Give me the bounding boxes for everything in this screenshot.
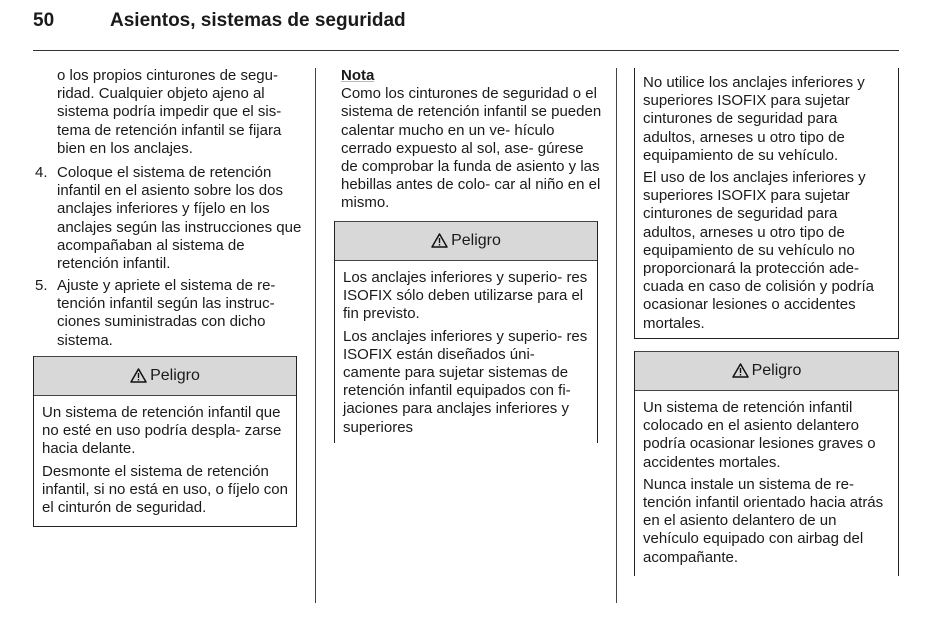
warning-title: Peligro — [150, 367, 200, 384]
warning-body — [635, 391, 898, 579]
warning-paragraph: Desmonte el sistema de retención infantil, si no está en uso, o fíjelo con el cinturón de seguridad. — [42, 462, 288, 517]
warning-triangle-icon — [732, 363, 749, 378]
warning-heading — [635, 351, 898, 391]
warning-box — [334, 221, 598, 443]
list-number: 5. — [35, 277, 48, 294]
warning-paragraph: Un sistema de retención infantil colocado en el asiento delantero podría ocasionar lesiones graves o accidentes mortales. — [643, 399, 876, 471]
list-text: Ajuste y apriete el sistema de re- tención infantil según las instruc- ciones suministradas con dicho sistema. — [57, 277, 276, 349]
warning-continuation-box — [634, 68, 899, 339]
note-block — [341, 67, 603, 213]
note-text: Como los cinturones de seguridad o el sistema de retención infantil se pueden calentar mucho en un ve- hículo cerrado expuesto al sol, ase- gúrese de comprobar la funda de asiento y las hebillas antes de colo- car al niño en el mismo. — [341, 85, 602, 212]
list-text: Coloque el sistema de retención infantil en el asiento sobre los dos anclajes inferiores y fíjelo en los anclajes según las instrucciones que acompañaban al sistema de retención infantil. — [57, 164, 302, 273]
continuation-paragraph: o los propios cinturones de segu- ridad. Cualquier objeto ajeno al sistema podría impedir que el sis- tema de retención infantil se fijara bien en los anclajes. — [57, 67, 282, 157]
note-heading: Nota — [341, 67, 375, 84]
list-item — [35, 277, 302, 350]
column-divider — [315, 68, 316, 603]
warning-paragraph: Los anclajes inferiores y superio- res ISOFIX sólo deben utilizarse para el fin previsto. — [343, 269, 588, 323]
warning-triangle-icon — [130, 368, 147, 383]
warning-triangle-icon — [431, 233, 448, 248]
warning-paragraph: Los anclajes inferiores y superio- res ISOFIX están diseñados úni- camente para sujetar sistemas de retención infantil equipados con fi- jaciones para anclajes inferiores y superiores — [343, 327, 588, 436]
warning-paragraph: Un sistema de retención infantil que no esté en uso podría despla- zarse hacia delante. — [42, 404, 282, 458]
list-item — [35, 164, 302, 273]
warning-paragraph: Nunca instale un sistema de re- tención infantil orientado hacia atrás en el asiento delantero de un vehículo equipado con airbag del acompañante. — [643, 475, 884, 566]
warning-heading — [34, 356, 296, 396]
page-number: 50 — [33, 10, 55, 31]
warning-body — [34, 396, 296, 529]
warning-paragraph: El uso de los anclajes inferiores y superiores ISOFIX para sujetar cinturones de seguridad para adultos, arneses u otro tipo de equipamiento de su vehículo no proporcionará la protección ade- cuada en caso de colisión y podría ocasionar lesiones o accidentes mortales. — [643, 169, 874, 332]
warning-heading — [335, 221, 597, 261]
warning-box — [33, 356, 297, 527]
warning-body — [335, 261, 597, 449]
warning-box — [634, 351, 899, 576]
header-divider — [33, 50, 899, 51]
warning-paragraph: No utilice los anclajes inferiores y superiores ISOFIX para sujetar cinturones de seguridad para adultos, arneses u otro tipo de equipamiento de su vehículo. — [643, 74, 865, 164]
warning-title: Peligro — [451, 232, 501, 249]
list-number: 4. — [35, 164, 48, 181]
chapter-title: Asientos, sistemas de seguridad — [110, 10, 406, 31]
column-divider — [616, 68, 617, 603]
warning-title: Peligro — [751, 362, 802, 379]
warning-body — [635, 68, 898, 343]
